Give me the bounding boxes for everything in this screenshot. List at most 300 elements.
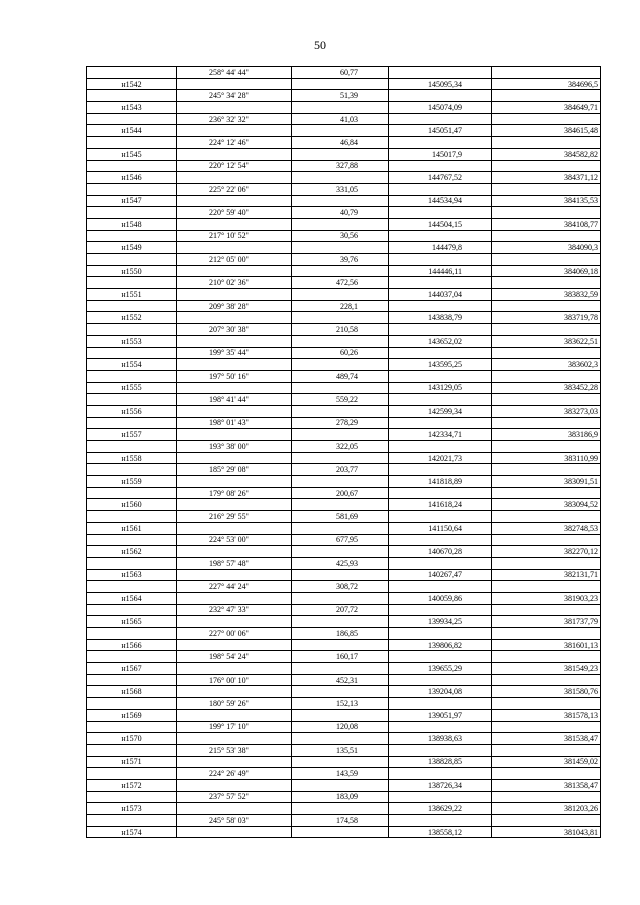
x-coordinate-cell	[389, 511, 492, 523]
x-coordinate-cell: 138558,12	[389, 826, 492, 838]
distance-cell: 183,09	[292, 791, 389, 803]
distance-cell: 40,79	[292, 207, 389, 219]
y-coordinate-cell: 381203,26	[492, 803, 601, 815]
distance-cell	[292, 803, 389, 815]
y-coordinate-cell: 384069,18	[492, 265, 601, 277]
distance-cell: 207,72	[292, 604, 389, 616]
distance-cell: 210,58	[292, 324, 389, 336]
distance-cell: 30,56	[292, 230, 389, 242]
direction-angle-cell: 245° 34' 28"	[177, 90, 292, 102]
segment-row	[87, 137, 601, 149]
x-coordinate-cell	[389, 254, 492, 266]
distance-cell: 472,56	[292, 277, 389, 289]
direction-angle-cell	[177, 172, 292, 184]
segment-row	[87, 487, 601, 499]
y-coordinate-cell	[492, 721, 601, 733]
y-coordinate-cell: 384371,12	[492, 172, 601, 184]
direction-angle-cell	[177, 429, 292, 441]
y-coordinate-cell	[492, 113, 601, 125]
x-coordinate-cell	[389, 487, 492, 499]
point-id-cell	[87, 581, 177, 593]
x-coordinate-cell	[389, 628, 492, 640]
direction-angle-cell	[177, 569, 292, 581]
distance-cell	[292, 756, 389, 768]
point-id-cell: н1563	[87, 569, 177, 581]
x-coordinate-cell: 142599,34	[389, 405, 492, 417]
segment-row	[87, 441, 601, 453]
x-coordinate-cell	[389, 557, 492, 569]
distance-cell: 203,77	[292, 464, 389, 476]
segment-row	[87, 744, 601, 756]
point-id-cell: н1554	[87, 359, 177, 371]
direction-angle-cell: 217° 10' 52"	[177, 230, 292, 242]
distance-cell	[292, 289, 389, 301]
segment-row	[87, 534, 601, 546]
segment-row	[87, 113, 601, 125]
point-id-cell	[87, 744, 177, 756]
distance-cell: 160,17	[292, 651, 389, 663]
point-id-cell	[87, 815, 177, 827]
distance-cell: 120,08	[292, 721, 389, 733]
point-row	[87, 616, 601, 628]
direction-angle-cell	[177, 125, 292, 137]
point-row	[87, 709, 601, 721]
y-coordinate-cell	[492, 581, 601, 593]
segment-row	[87, 511, 601, 523]
distance-cell: 228,1	[292, 300, 389, 312]
x-coordinate-cell: 144037,04	[389, 289, 492, 301]
segment-row	[87, 300, 601, 312]
point-id-cell: н1562	[87, 546, 177, 558]
x-coordinate-cell: 140670,28	[389, 546, 492, 558]
point-id-cell: н1568	[87, 686, 177, 698]
distance-cell: 452,31	[292, 674, 389, 686]
y-coordinate-cell: 382748,53	[492, 522, 601, 534]
y-coordinate-cell: 383110,99	[492, 452, 601, 464]
distance-cell	[292, 172, 389, 184]
point-id-cell: н1545	[87, 148, 177, 160]
x-coordinate-cell	[389, 300, 492, 312]
point-id-cell	[87, 394, 177, 406]
direction-angle-cell	[177, 312, 292, 324]
distance-cell	[292, 359, 389, 371]
distance-cell	[292, 476, 389, 488]
direction-angle-cell	[177, 359, 292, 371]
segment-row	[87, 90, 601, 102]
distance-cell: 322,05	[292, 441, 389, 453]
point-id-cell: н1557	[87, 429, 177, 441]
x-coordinate-cell	[389, 768, 492, 780]
y-coordinate-cell	[492, 441, 601, 453]
point-row	[87, 592, 601, 604]
point-row	[87, 312, 601, 324]
direction-angle-cell: 210° 02' 36"	[177, 277, 292, 289]
point-id-cell: н1567	[87, 663, 177, 675]
distance-cell	[292, 592, 389, 604]
point-id-cell	[87, 90, 177, 102]
direction-angle-cell	[177, 452, 292, 464]
point-row	[87, 522, 601, 534]
x-coordinate-cell: 143652,02	[389, 335, 492, 347]
x-coordinate-cell	[389, 604, 492, 616]
y-coordinate-cell	[492, 651, 601, 663]
point-id-cell: н1542	[87, 78, 177, 90]
direction-angle-cell	[177, 476, 292, 488]
direction-angle-cell: 193° 38' 00"	[177, 441, 292, 453]
distance-cell	[292, 499, 389, 511]
direction-angle-cell	[177, 405, 292, 417]
direction-angle-cell	[177, 779, 292, 791]
direction-angle-cell: 245° 58' 03"	[177, 815, 292, 827]
y-coordinate-cell: 384108,77	[492, 218, 601, 230]
x-coordinate-cell	[389, 370, 492, 382]
point-id-cell	[87, 557, 177, 569]
point-row	[87, 195, 601, 207]
y-coordinate-cell	[492, 698, 601, 710]
x-coordinate-cell	[389, 791, 492, 803]
point-row	[87, 686, 601, 698]
y-coordinate-cell	[492, 744, 601, 756]
segment-row	[87, 557, 601, 569]
x-coordinate-cell: 140267,47	[389, 569, 492, 581]
y-coordinate-cell	[492, 160, 601, 172]
distance-cell	[292, 522, 389, 534]
direction-angle-cell: 220° 59' 40"	[177, 207, 292, 219]
point-id-cell	[87, 230, 177, 242]
point-row	[87, 102, 601, 114]
x-coordinate-cell: 139806,82	[389, 639, 492, 651]
point-id-cell	[87, 67, 177, 79]
point-row	[87, 803, 601, 815]
x-coordinate-cell	[389, 744, 492, 756]
direction-angle-cell	[177, 148, 292, 160]
point-id-cell: н1559	[87, 476, 177, 488]
point-id-cell: н1558	[87, 452, 177, 464]
point-id-cell: н1544	[87, 125, 177, 137]
direction-angle-cell: 224° 53' 00"	[177, 534, 292, 546]
y-coordinate-cell: 384135,53	[492, 195, 601, 207]
distance-cell	[292, 102, 389, 114]
distance-cell: 174,58	[292, 815, 389, 827]
point-id-cell: н1551	[87, 289, 177, 301]
y-coordinate-cell	[492, 815, 601, 827]
direction-angle-cell	[177, 803, 292, 815]
distance-cell: 331,05	[292, 183, 389, 195]
x-coordinate-cell: 138938,63	[389, 733, 492, 745]
y-coordinate-cell: 384582,82	[492, 148, 601, 160]
segment-row	[87, 207, 601, 219]
direction-angle-cell: 198° 54' 24"	[177, 651, 292, 663]
point-id-cell	[87, 417, 177, 429]
x-coordinate-cell	[389, 394, 492, 406]
point-row	[87, 779, 601, 791]
direction-angle-cell: 227° 44' 24"	[177, 581, 292, 593]
x-coordinate-cell	[389, 90, 492, 102]
direction-angle-cell: 237° 57' 52"	[177, 791, 292, 803]
x-coordinate-cell: 138726,34	[389, 779, 492, 791]
x-coordinate-cell	[389, 534, 492, 546]
point-id-cell: н1570	[87, 733, 177, 745]
point-id-cell: н1543	[87, 102, 177, 114]
y-coordinate-cell: 383094,52	[492, 499, 601, 511]
point-id-cell	[87, 160, 177, 172]
direction-angle-cell: 198° 01' 43"	[177, 417, 292, 429]
x-coordinate-cell	[389, 464, 492, 476]
x-coordinate-cell	[389, 277, 492, 289]
direction-angle-cell	[177, 826, 292, 838]
segment-row	[87, 254, 601, 266]
distance-cell: 60,77	[292, 67, 389, 79]
point-id-cell	[87, 183, 177, 195]
y-coordinate-cell	[492, 487, 601, 499]
distance-cell: 39,76	[292, 254, 389, 266]
point-id-cell: н1574	[87, 826, 177, 838]
point-row	[87, 452, 601, 464]
y-coordinate-cell: 381578,13	[492, 709, 601, 721]
y-coordinate-cell	[492, 207, 601, 219]
y-coordinate-cell: 381580,76	[492, 686, 601, 698]
y-coordinate-cell	[492, 137, 601, 149]
y-coordinate-cell: 384696,5	[492, 78, 601, 90]
point-id-cell	[87, 300, 177, 312]
direction-angle-cell: 179° 08' 26"	[177, 487, 292, 499]
x-coordinate-cell	[389, 581, 492, 593]
x-coordinate-cell: 139204,08	[389, 686, 492, 698]
point-id-cell	[87, 674, 177, 686]
distance-cell: 51,39	[292, 90, 389, 102]
x-coordinate-cell	[389, 183, 492, 195]
y-coordinate-cell	[492, 604, 601, 616]
distance-cell	[292, 312, 389, 324]
distance-cell: 559,22	[292, 394, 389, 406]
direction-angle-cell	[177, 382, 292, 394]
distance-cell	[292, 405, 389, 417]
x-coordinate-cell	[389, 137, 492, 149]
x-coordinate-cell: 139051,97	[389, 709, 492, 721]
x-coordinate-cell: 141618,24	[389, 499, 492, 511]
direction-angle-cell	[177, 242, 292, 254]
x-coordinate-cell	[389, 113, 492, 125]
direction-angle-cell: 199° 35' 44"	[177, 347, 292, 359]
point-id-cell	[87, 464, 177, 476]
distance-cell	[292, 639, 389, 651]
direction-angle-cell: 227° 00' 06"	[177, 628, 292, 640]
point-id-cell	[87, 207, 177, 219]
point-id-cell: н1573	[87, 803, 177, 815]
x-coordinate-cell: 141150,64	[389, 522, 492, 534]
point-row	[87, 826, 601, 838]
point-row	[87, 663, 601, 675]
x-coordinate-cell: 143595,25	[389, 359, 492, 371]
distance-cell: 60,26	[292, 347, 389, 359]
point-id-cell	[87, 628, 177, 640]
point-id-cell: н1560	[87, 499, 177, 511]
y-coordinate-cell: 383186,9	[492, 429, 601, 441]
segment-row	[87, 768, 601, 780]
point-id-cell	[87, 277, 177, 289]
distance-cell: 425,93	[292, 557, 389, 569]
point-row	[87, 148, 601, 160]
point-id-cell: н1553	[87, 335, 177, 347]
distance-cell	[292, 382, 389, 394]
distance-cell: 41,03	[292, 113, 389, 125]
y-coordinate-cell	[492, 277, 601, 289]
segment-row	[87, 698, 601, 710]
segment-row	[87, 674, 601, 686]
point-id-cell: н1561	[87, 522, 177, 534]
direction-angle-cell: 199° 17' 10"	[177, 721, 292, 733]
x-coordinate-cell: 144504,15	[389, 218, 492, 230]
point-row	[87, 335, 601, 347]
point-row	[87, 639, 601, 651]
y-coordinate-cell	[492, 511, 601, 523]
segment-row	[87, 628, 601, 640]
point-row	[87, 405, 601, 417]
point-id-cell: н1549	[87, 242, 177, 254]
point-row	[87, 289, 601, 301]
x-coordinate-cell: 141818,89	[389, 476, 492, 488]
direction-angle-cell: 224° 26' 49"	[177, 768, 292, 780]
point-id-cell: н1550	[87, 265, 177, 277]
y-coordinate-cell	[492, 394, 601, 406]
point-id-cell	[87, 137, 177, 149]
x-coordinate-cell: 144767,52	[389, 172, 492, 184]
x-coordinate-cell: 138629,22	[389, 803, 492, 815]
y-coordinate-cell	[492, 417, 601, 429]
distance-cell	[292, 616, 389, 628]
y-coordinate-cell	[492, 67, 601, 79]
x-coordinate-cell: 144479,8	[389, 242, 492, 254]
point-id-cell: н1555	[87, 382, 177, 394]
segment-row	[87, 394, 601, 406]
point-id-cell	[87, 698, 177, 710]
point-row	[87, 359, 601, 371]
y-coordinate-cell	[492, 464, 601, 476]
x-coordinate-cell: 143129,05	[389, 382, 492, 394]
y-coordinate-cell: 384615,48	[492, 125, 601, 137]
x-coordinate-cell	[389, 721, 492, 733]
distance-cell	[292, 709, 389, 721]
segment-row	[87, 324, 601, 336]
y-coordinate-cell	[492, 183, 601, 195]
segment-row	[87, 791, 601, 803]
y-coordinate-cell: 383832,59	[492, 289, 601, 301]
x-coordinate-cell	[389, 417, 492, 429]
y-coordinate-cell: 383452,28	[492, 382, 601, 394]
x-coordinate-cell: 139934,25	[389, 616, 492, 628]
distance-cell: 677,95	[292, 534, 389, 546]
distance-cell	[292, 335, 389, 347]
direction-angle-cell: 225° 22' 06"	[177, 183, 292, 195]
distance-cell	[292, 242, 389, 254]
distance-cell: 143,59	[292, 768, 389, 780]
distance-cell	[292, 546, 389, 558]
point-id-cell	[87, 768, 177, 780]
segment-row	[87, 160, 601, 172]
y-coordinate-cell: 381459,02	[492, 756, 601, 768]
point-id-cell	[87, 651, 177, 663]
direction-angle-cell	[177, 592, 292, 604]
direction-angle-cell	[177, 335, 292, 347]
distance-cell	[292, 452, 389, 464]
x-coordinate-cell: 139655,29	[389, 663, 492, 675]
y-coordinate-cell	[492, 370, 601, 382]
y-coordinate-cell	[492, 324, 601, 336]
direction-angle-cell: 258° 44' 44"	[177, 67, 292, 79]
distance-cell	[292, 733, 389, 745]
y-coordinate-cell: 382270,12	[492, 546, 601, 558]
y-coordinate-cell: 381538,47	[492, 733, 601, 745]
x-coordinate-cell: 145051,47	[389, 125, 492, 137]
direction-angle-cell	[177, 546, 292, 558]
y-coordinate-cell	[492, 768, 601, 780]
point-row	[87, 78, 601, 90]
x-coordinate-cell	[389, 160, 492, 172]
direction-angle-cell: 198° 57' 48"	[177, 557, 292, 569]
distance-cell	[292, 663, 389, 675]
x-coordinate-cell: 142021,73	[389, 452, 492, 464]
distance-cell: 278,29	[292, 417, 389, 429]
point-row	[87, 429, 601, 441]
direction-angle-cell	[177, 218, 292, 230]
y-coordinate-cell: 381903,23	[492, 592, 601, 604]
distance-cell: 327,88	[292, 160, 389, 172]
point-row	[87, 218, 601, 230]
y-coordinate-cell: 383719,78	[492, 312, 601, 324]
coordinates-table	[86, 66, 601, 838]
direction-angle-cell: 215° 53' 38"	[177, 744, 292, 756]
point-row	[87, 476, 601, 488]
point-row	[87, 172, 601, 184]
direction-angle-cell	[177, 265, 292, 277]
segment-row	[87, 277, 601, 289]
point-id-cell	[87, 441, 177, 453]
y-coordinate-cell: 382131,71	[492, 569, 601, 581]
direction-angle-cell	[177, 522, 292, 534]
y-coordinate-cell: 383091,51	[492, 476, 601, 488]
direction-angle-cell	[177, 195, 292, 207]
direction-angle-cell	[177, 756, 292, 768]
point-id-cell	[87, 511, 177, 523]
y-coordinate-cell: 384090,3	[492, 242, 601, 254]
x-coordinate-cell	[389, 815, 492, 827]
point-row	[87, 499, 601, 511]
distance-cell	[292, 265, 389, 277]
direction-angle-cell	[177, 709, 292, 721]
x-coordinate-cell	[389, 698, 492, 710]
point-id-cell: н1571	[87, 756, 177, 768]
x-coordinate-cell	[389, 67, 492, 79]
distance-cell: 581,69	[292, 511, 389, 523]
segment-row	[87, 417, 601, 429]
segment-row	[87, 67, 601, 79]
distance-cell	[292, 195, 389, 207]
y-coordinate-cell	[492, 674, 601, 686]
point-id-cell	[87, 721, 177, 733]
segment-row	[87, 651, 601, 663]
y-coordinate-cell: 381601,13	[492, 639, 601, 651]
y-coordinate-cell: 383622,51	[492, 335, 601, 347]
point-id-cell	[87, 604, 177, 616]
direction-angle-cell: 209° 38' 28"	[177, 300, 292, 312]
distance-cell	[292, 569, 389, 581]
point-row	[87, 242, 601, 254]
segment-row	[87, 347, 601, 359]
x-coordinate-cell	[389, 230, 492, 242]
point-row	[87, 569, 601, 581]
point-row	[87, 756, 601, 768]
y-coordinate-cell: 381737,79	[492, 616, 601, 628]
